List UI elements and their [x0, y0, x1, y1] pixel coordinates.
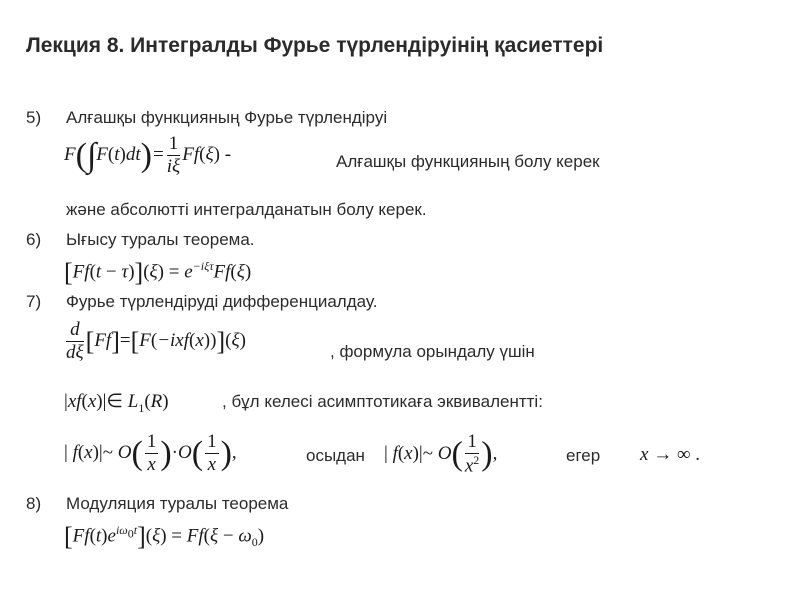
formula-7-condition: |xf(x)|∈ $L_1(R)$ [64, 391, 169, 415]
item-number: 8) [26, 494, 42, 513]
formula-5-continuation: және абсолютті интегралданатын болу керек. [66, 200, 427, 219]
formula-7-eger: егер [566, 446, 601, 465]
list-item-5 [0, 108, 800, 132]
list-item-6 [0, 230, 800, 254]
page-title: Лекция 8. Интегралды Фурье түрлендіруінің қасиеттері [26, 34, 604, 57]
item-heading: Модуляция туралы теорема [66, 494, 289, 513]
list-item-8 [0, 494, 800, 518]
formula-5: F(∫F(t)dt)= $\frac{1}{i\xi}$ Ff(ξ) - [64, 133, 232, 177]
list-item-7 [0, 292, 800, 316]
formula-7-condition-text: , бұл келесі асимптотикаға эквивалентті: [222, 392, 543, 411]
item-number: 6) [26, 230, 42, 249]
formula-6: $[Ff(t - \tau)](\xi) = e^{-i\xi\tau}Ff(\xi)$ [64, 258, 252, 287]
item-heading: Фурье түрлендіруді дифференциалдау. [66, 292, 378, 311]
formula-7-limit: x → ∞ . [640, 444, 700, 465]
formula-7: $\frac{d}{d\xi}$ [Ff]=[F(−ixf(x))](ξ) [66, 319, 246, 363]
formula-7-asymptotic: | f(x)|~ O( $\frac{1}{x}$ )·O( $\frac{1}{x}$ ), [64, 431, 237, 475]
formula-5-note: Алғашқы функцияның болу керек [336, 152, 600, 171]
item-number: 7) [26, 292, 42, 311]
item-number: 5) [26, 108, 42, 127]
formula-8: $[Ff(t)e^{i\omega_0t}](\xi) = Ff(\xi - \omega_0)$ [64, 522, 265, 551]
formula-7-asymptotic-2: | f(x)|~ O( $\frac{1}{x^2}$ ), [384, 431, 498, 477]
formula-7-note: , формула орындалу үшін [330, 342, 535, 361]
item-heading: Алғашқы функцияның Фурье түрлендіруі [66, 108, 388, 127]
formula-7-osydan: осыдан [306, 446, 365, 465]
item-heading: Ығысу туралы теорема. [66, 230, 255, 249]
